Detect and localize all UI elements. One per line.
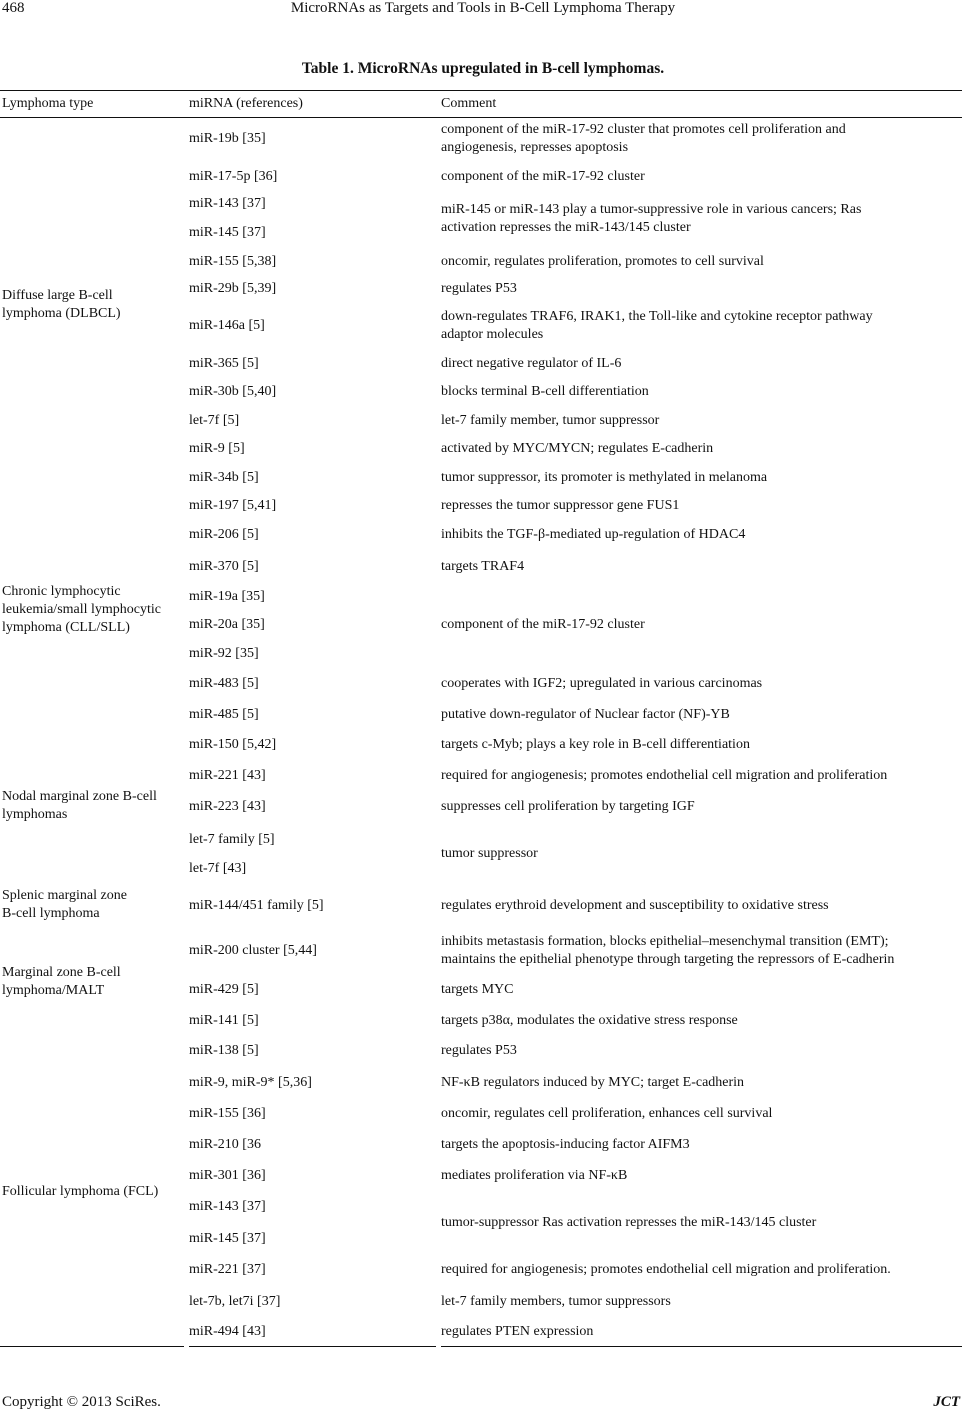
mirna-cell: miR-145 [37] <box>189 225 266 240</box>
comment-cell-line: regulates PTEN expression <box>441 1324 594 1339</box>
lymphoma-type-cell-line: Follicular lymphoma (FCL) <box>2 1184 159 1199</box>
comment-cell-line: component of the miR-17-92 cluster that promotes cell proliferation and <box>441 122 846 137</box>
lymphoma-type-cell-line: leukemia/small lymphocytic <box>2 602 162 617</box>
comment-cell <box>441 798 695 816</box>
lymphoma-type-cell-line: Nodal marginal zone B-cell <box>2 789 157 804</box>
mirna-cell: miR-429 [5] <box>189 982 259 997</box>
column-header-lymphoma-type: Lymphoma type <box>2 96 94 111</box>
mirna-cell: miR-92 [35] <box>189 646 259 661</box>
comment-cell <box>441 558 524 576</box>
lymphoma-type-cell <box>2 788 157 824</box>
comment-cell <box>441 412 659 430</box>
comment-cell-line: component of the miR-17-92 cluster <box>441 169 645 184</box>
header-bottom-rule <box>0 117 962 118</box>
table-bottom-rule-left <box>0 1346 184 1347</box>
mirna-cell: miR-483 [5] <box>189 676 259 691</box>
lymphoma-type-cell <box>2 287 121 323</box>
comment-cell-line: mediates proliferation via NF-κB <box>441 1168 628 1183</box>
comment-cell <box>441 383 649 401</box>
mirna-cell: miR-146a [5] <box>189 318 265 333</box>
column-header-mirna: miRNA (references) <box>189 96 303 111</box>
comment-cell-line: regulates erythroid development and susceptibility to oxidative stress <box>441 898 829 913</box>
comment-cell <box>441 767 887 785</box>
comment-cell-line: putative down-regulator of Nuclear factor (NF)-YB <box>441 707 730 722</box>
comment-cell-line: targets p38α, modulates the oxidative stress response <box>441 1013 738 1028</box>
lymphoma-type-cell <box>2 583 161 637</box>
mirna-cell: miR-197 [5,41] <box>189 498 277 513</box>
running-header <box>0 0 966 24</box>
comment-cell <box>441 1074 744 1092</box>
comment-cell <box>441 1293 671 1311</box>
comment-cell-line: maintains the epithelial phenotype through targeting the repressors of E-cadherin <box>441 952 895 967</box>
mirna-cell: miR-20a [35] <box>189 617 265 632</box>
running-title: MicroRNAs as Targets and Tools in B-Cell Lymphoma Therapy <box>290 0 676 16</box>
comment-cell-line: inhibits the TGF-β-mediated up-regulation of HDAC4 <box>441 527 746 542</box>
comment-cell <box>441 121 846 157</box>
lymphoma-type-cell <box>2 887 127 923</box>
comment-cell <box>441 1323 593 1341</box>
comment-cell <box>441 1042 517 1060</box>
comment-cell-line: down-regulates TRAF6, IRAK1, the Toll-like and cytokine receptor pathway <box>441 309 873 324</box>
comment-cell-line: adaptor molecules <box>441 327 544 342</box>
lymphoma-type-cell-line: B-cell lymphoma <box>2 906 100 921</box>
mirna-cell: let-7f [43] <box>189 861 247 876</box>
mirna-cell: miR-150 [5,42] <box>189 737 277 752</box>
comment-cell <box>441 440 713 458</box>
page-number: 468 <box>2 0 25 16</box>
mirna-cell: miR-221 [43] <box>189 768 266 783</box>
mirna-cell: miR-370 [5] <box>189 559 259 574</box>
comment-cell <box>441 469 767 487</box>
comment-cell <box>441 1012 738 1030</box>
comment-cell-line: direct negative regulator of IL-6 <box>441 356 622 371</box>
mirna-cell: miR-29b [5,39] <box>189 281 277 296</box>
comment-cell <box>441 675 762 693</box>
comment-cell <box>441 845 538 863</box>
comment-cell-line: angiogenesis, represses apoptosis <box>441 140 629 155</box>
comment-cell-line: represses the tumor suppressor gene FUS1 <box>441 498 680 513</box>
comment-cell <box>441 1105 772 1123</box>
mirna-cell: miR-494 [43] <box>189 1324 266 1339</box>
comment-cell <box>441 168 645 186</box>
comment-cell <box>441 981 513 999</box>
comment-cell <box>441 355 621 373</box>
comment-cell-line: tumor suppressor <box>441 846 538 861</box>
comment-cell <box>441 706 730 724</box>
comment-cell-line: regulates P53 <box>441 281 517 296</box>
mirna-cell: miR-34b [5] <box>189 470 259 485</box>
table-bottom-rule-comment <box>441 1346 962 1347</box>
lymphoma-type-cell-line: Splenic marginal zone <box>2 888 127 903</box>
comment-cell-line: blocks terminal B-cell differentiation <box>441 384 649 399</box>
lymphoma-type-cell <box>2 1183 158 1201</box>
lymphoma-type-cell-line: Chronic lymphocytic <box>2 584 121 599</box>
lymphoma-type-cell-line: lymphomas <box>2 807 68 822</box>
mirna-cell: miR-17-5p [36] <box>189 169 278 184</box>
mirna-cell: miR-9, miR-9* [5,36] <box>189 1075 312 1090</box>
mirna-cell: miR-19a [35] <box>189 589 265 604</box>
mirna-cell: miR-155 [36] <box>189 1106 266 1121</box>
comment-cell-line: inhibits metastasis formation, blocks epithelial–mesenchymal transition (EMT); <box>441 934 889 949</box>
mirna-cell: miR-9 [5] <box>189 441 245 456</box>
table-top-rule <box>0 90 962 91</box>
lymphoma-type-cell-line: Marginal zone B-cell <box>2 965 121 980</box>
comment-cell-line: regulates P53 <box>441 1043 517 1058</box>
mirna-cell: miR-365 [5] <box>189 356 259 371</box>
comment-cell-line: NF-κB regulators induced by MYC; target E-cadherin <box>441 1075 745 1090</box>
mirna-cell: miR-210 [36 <box>189 1137 261 1152</box>
comment-cell <box>441 933 894 969</box>
lymphoma-type-cell-line: lymphoma/MALT <box>2 983 105 998</box>
mirna-cell: let-7 family [5] <box>189 832 275 847</box>
mirna-cell: miR-485 [5] <box>189 707 259 722</box>
copyright-notice: Copyright © 2013 SciRes. <box>2 1394 161 1410</box>
comment-cell <box>441 1167 627 1185</box>
comment-cell-line: activation represses the miR-143/145 cluster <box>441 220 691 235</box>
comment-cell <box>441 1214 816 1232</box>
mirna-cell: let-7b, let7i [37] <box>189 1294 281 1309</box>
table-bottom-rule-mirna <box>189 1346 436 1347</box>
mirna-cell: miR-144/451 family [5] <box>189 898 324 913</box>
lymphoma-type-cell <box>2 964 121 1000</box>
comment-cell <box>441 526 745 544</box>
column-header-comment: Comment <box>441 96 497 111</box>
mirna-cell: miR-200 cluster [5,44] <box>189 943 317 958</box>
comment-cell-line: targets c-Myb; plays a key role in B-cell differentiation <box>441 737 750 752</box>
comment-cell-line: miR-145 or miR-143 play a tumor-suppressive role in various cancers; Ras <box>441 202 862 217</box>
comment-cell <box>441 897 829 915</box>
mirna-cell: miR-141 [5] <box>189 1013 259 1028</box>
comment-cell-line: targets MYC <box>441 982 514 997</box>
comment-cell <box>441 616 645 634</box>
comment-cell-line: required for angiogenesis; promotes endothelial cell migration and proliferation <box>441 768 888 783</box>
comment-cell-line: oncomir, regulates cell proliferation, enhances cell survival <box>441 1106 773 1121</box>
comment-cell-line: let-7 family members, tumor suppressors <box>441 1294 671 1309</box>
comment-cell <box>441 1136 690 1154</box>
comment-cell <box>441 201 861 237</box>
mirna-cell: miR-19b [35] <box>189 131 266 146</box>
table-caption: Table 1. MicroRNAs upregulated in B-cell lymphomas. <box>301 60 665 77</box>
comment-cell-line: cooperates with IGF2; upregulated in various carcinomas <box>441 676 763 691</box>
comment-cell-line: suppresses cell proliferation by targeting IGF <box>441 799 695 814</box>
lymphoma-type-cell-line: lymphoma (CLL/SLL) <box>2 620 130 635</box>
mirna-cell: miR-145 [37] <box>189 1231 266 1246</box>
comment-cell-line: required for angiogenesis; promotes endothelial cell migration and proliferation. <box>441 1262 891 1277</box>
comment-cell <box>441 253 764 271</box>
lymphoma-type-cell-line: lymphoma (DLBCL) <box>2 306 121 321</box>
comment-cell <box>441 497 679 515</box>
lymphoma-type-cell-line: Diffuse large B-cell <box>2 288 113 303</box>
comment-cell <box>441 308 873 344</box>
comment-cell-line: tumor suppressor, its promoter is methylated in melanoma <box>441 470 768 485</box>
mirna-cell: miR-30b [5,40] <box>189 384 277 399</box>
mirna-cell: miR-223 [43] <box>189 799 266 814</box>
comment-cell <box>441 1261 891 1279</box>
comment-cell-line: let-7 family member, tumor suppressor <box>441 413 660 428</box>
comment-cell <box>441 736 750 754</box>
comment-cell-line: tumor-suppressor Ras activation represses the miR-143/145 cluster <box>441 1215 817 1230</box>
mirna-cell: miR-301 [36] <box>189 1168 266 1183</box>
comment-cell-line: targets the apoptosis-inducing factor AIFM3 <box>441 1137 690 1152</box>
comment-cell-line: activated by MYC/MYCN; regulates E-cadherin <box>441 441 714 456</box>
journal-abbreviation: JCT <box>933 1394 960 1410</box>
mirna-cell: miR-206 [5] <box>189 527 259 542</box>
comment-cell-line: component of the miR-17-92 cluster <box>441 617 645 632</box>
mirna-cell: miR-138 [5] <box>189 1043 259 1058</box>
mirna-cell: let-7f [5] <box>189 413 240 428</box>
mirna-cell: miR-143 [37] <box>189 196 266 211</box>
comment-cell-line: targets TRAF4 <box>441 559 525 574</box>
mirna-cell: miR-155 [5,38] <box>189 254 277 269</box>
mirna-cell: miR-221 [37] <box>189 1262 266 1277</box>
mirna-cell: miR-143 [37] <box>189 1199 266 1214</box>
comment-cell-line: oncomir, regulates proliferation, promotes to cell survival <box>441 254 764 269</box>
comment-cell <box>441 280 517 298</box>
